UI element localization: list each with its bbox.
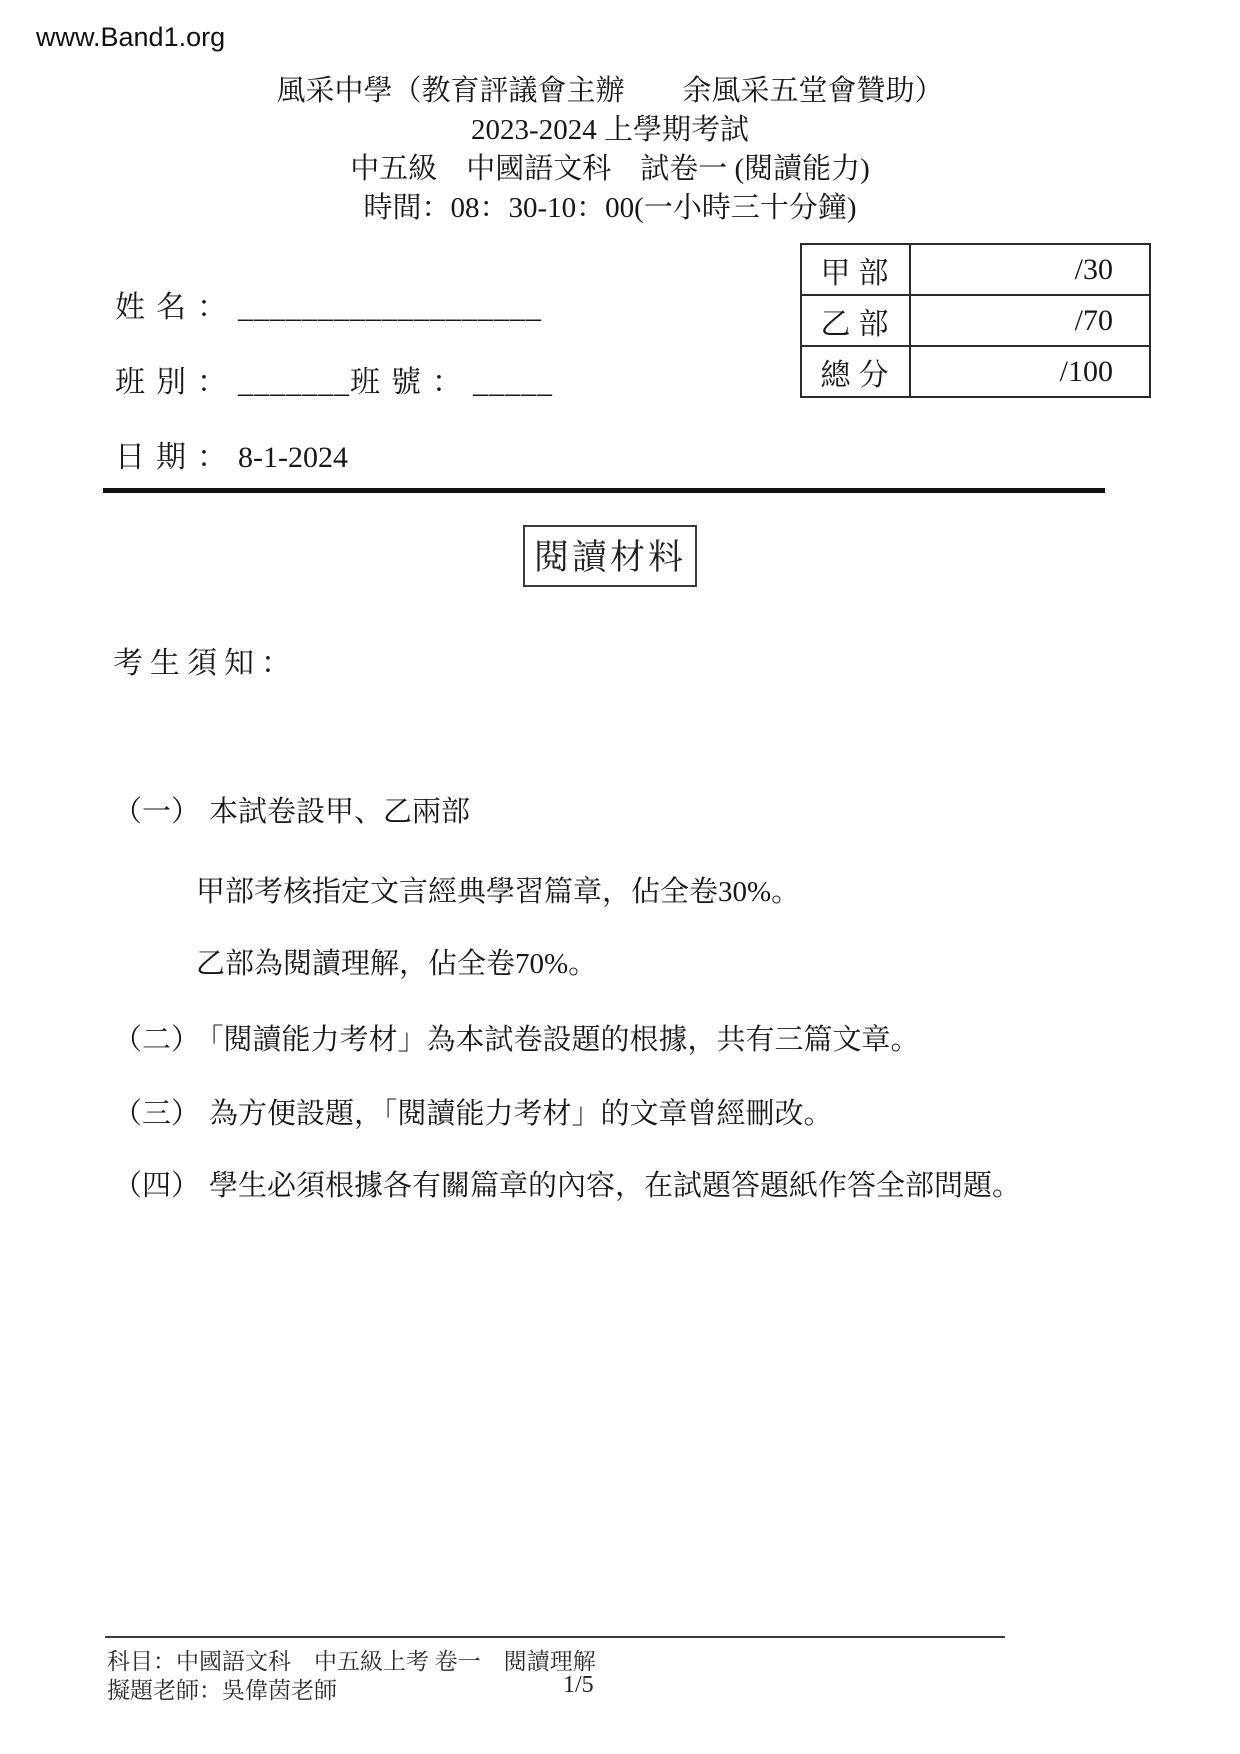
school-title: 風采中學（教育評議會主辦 余風采五堂會贊助）: [276, 75, 944, 107]
class-number-blank-line: _____: [473, 366, 553, 399]
class-label: 班別：: [115, 366, 238, 399]
notice-item-text: 學生必須根據各有關篇章的內容，在試題答題紙作答全部問題。: [209, 1170, 1022, 1202]
notice-item-marker: （四）: [113, 1170, 201, 1202]
notice-item-2: [113, 1017, 920, 1058]
page-number: 1/5: [563, 1672, 594, 1698]
notice-item-1a: [196, 869, 800, 910]
class-blank-line: _______: [238, 366, 350, 399]
footer-teacher-line: 擬題老師：吳偉茵老師: [107, 1678, 337, 1703]
notice-item-text: 甲部考核指定文言經典學習篇章，佔全卷30%。: [196, 876, 801, 908]
date-row: [115, 432, 348, 476]
footer-subject-line: 科目：中國語文科 中五級上考 卷一 閱讀理解: [107, 1649, 596, 1674]
table-row: [801, 244, 1150, 295]
score-row-value: /70: [910, 295, 1150, 346]
notice-item-marker: （三）: [113, 1098, 201, 1130]
class-number-label: 班號：: [350, 366, 473, 399]
notice-item-1: [113, 789, 470, 830]
notice-heading: 考生須知：: [113, 647, 298, 680]
table-row: [801, 295, 1150, 346]
notice-item-1b: [196, 941, 597, 982]
paper-title: 中五級 中國語文科 試卷一 (閱讀能力): [350, 153, 870, 185]
class-row: [115, 357, 553, 401]
exam-session: 2023-2024 上學期考試: [471, 114, 749, 146]
section-title-wrap: [10, 525, 1210, 587]
score-row-label: 甲部: [801, 244, 910, 295]
notice-item-text: 為方便設題，「閱讀能力考材」的文章曾經刪改。: [209, 1098, 833, 1130]
name-row: [115, 282, 542, 326]
section-title-box: 閱讀材料: [523, 525, 697, 587]
notice-item-text: 乙部為閱讀理解，佔全卷70%。: [196, 948, 598, 980]
notice-item-text: 本試卷設甲、乙兩部: [209, 796, 471, 828]
score-row-value: /30: [910, 244, 1150, 295]
score-table: [800, 243, 1151, 398]
name-label: 姓名：: [115, 291, 238, 324]
header-divider-rule: [103, 488, 1105, 493]
name-blank-line: ___________________: [238, 291, 542, 324]
exam-header: [10, 72, 1210, 228]
footer-divider-rule: [105, 1636, 1005, 1638]
date-value: 8-1-2024: [238, 441, 348, 474]
notice-item-4: [113, 1163, 1021, 1204]
watermark-url: www.Band1.org: [36, 22, 226, 52]
table-row: [801, 346, 1150, 397]
notice-item-text: 「閱讀能力考材」為本試卷設題的根據，共有三篇文章。: [209, 1024, 920, 1056]
score-row-label: 總分: [801, 346, 910, 397]
notice-item-3: [113, 1091, 833, 1132]
notice-item-marker: （二）: [113, 1024, 201, 1056]
date-label: 日期：: [115, 441, 238, 474]
exam-time: 時間：08：30-10：00(一小時三十分鐘): [363, 192, 857, 224]
score-row-label: 乙部: [801, 295, 910, 346]
notice-item-marker: （一）: [113, 796, 201, 828]
score-row-value: /100: [910, 346, 1150, 397]
